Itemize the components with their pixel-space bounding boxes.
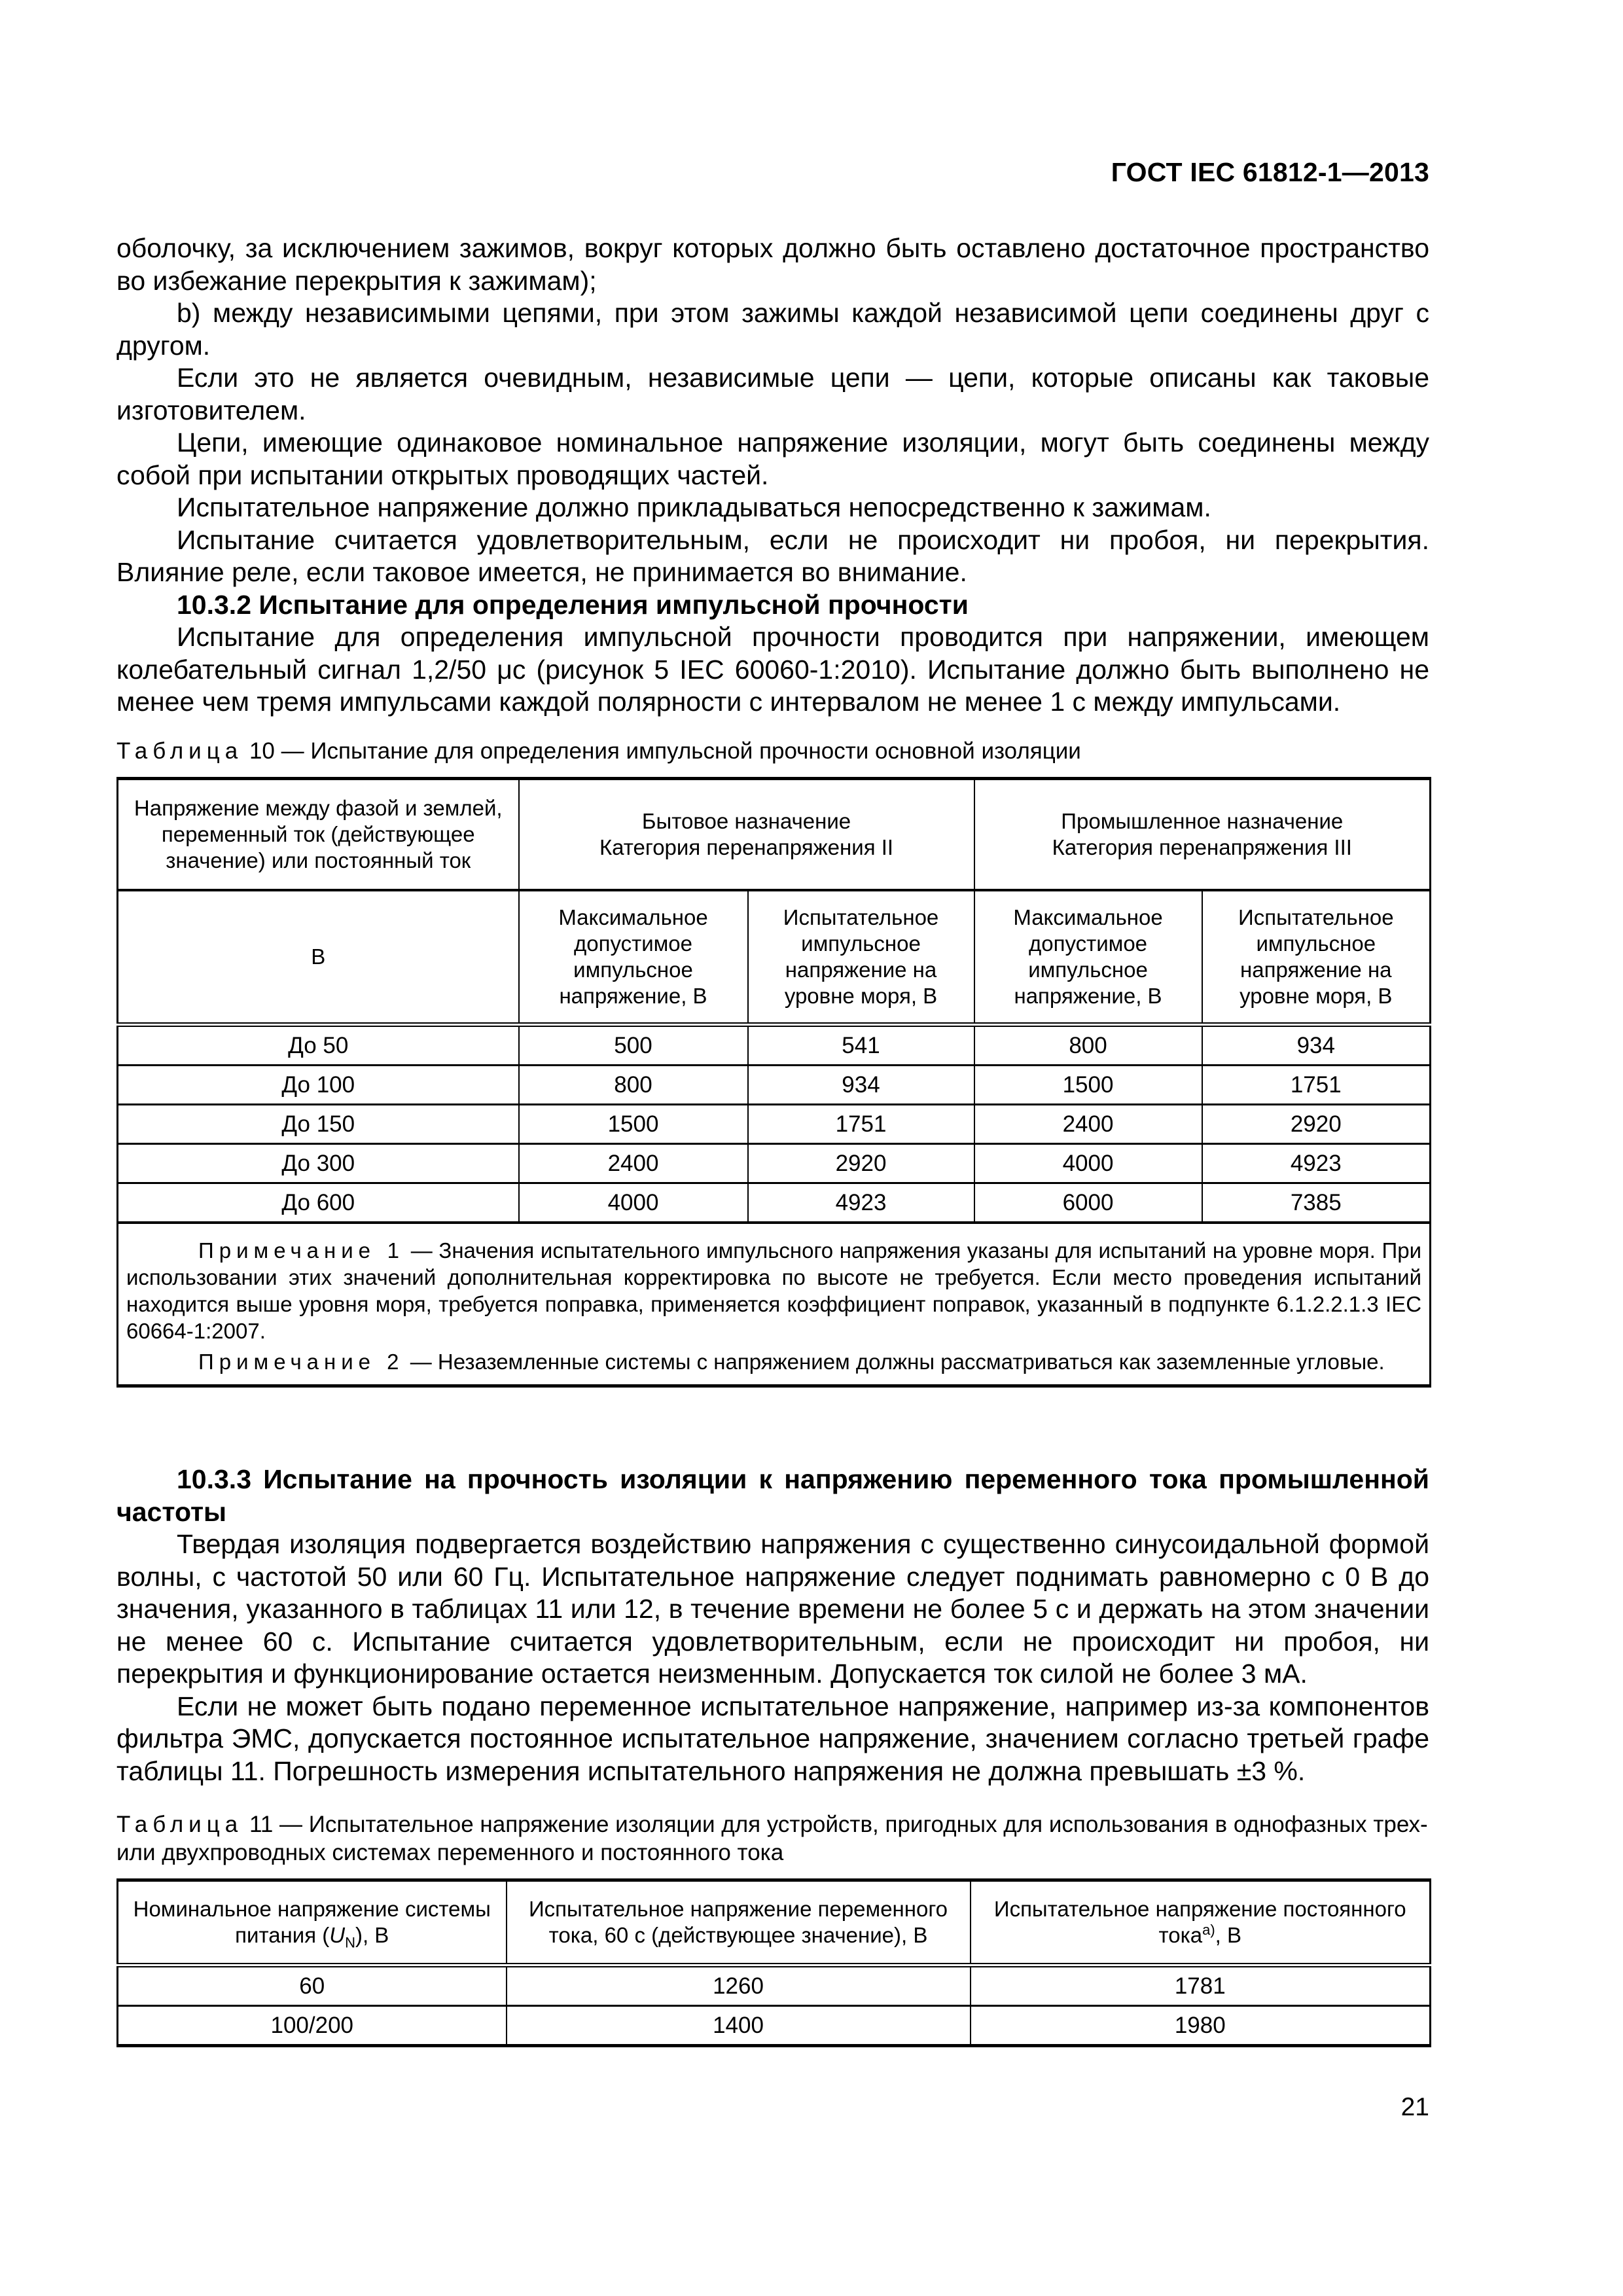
header-dc-test-voltage xyxy=(971,1880,1431,1965)
cell: 934 xyxy=(748,1066,974,1105)
table-row xyxy=(118,1066,1431,1105)
caption-text: 10 — Испытание для определения импульсной прочности основной изоляции xyxy=(243,738,1081,764)
caption-label: Таблица xyxy=(116,1812,243,1837)
header-nominal-voltage xyxy=(118,1880,507,1965)
symbol-u: U xyxy=(329,1923,346,1947)
header-group-industrial xyxy=(974,779,1431,891)
household-label: Бытовое назначение xyxy=(641,809,851,833)
cell-voltage: До 50 xyxy=(118,1025,519,1066)
cell: 100/200 xyxy=(118,2006,507,2046)
section-heading-10-3-3: 10.3.3 Испытание на прочность изоляции к напряжению переменного тока промышленной частоты xyxy=(116,1464,1429,1527)
cell: 1500 xyxy=(519,1105,748,1144)
cell: 4000 xyxy=(974,1144,1202,1183)
cell: 6000 xyxy=(974,1183,1202,1223)
intro-text xyxy=(116,232,1429,719)
table-row xyxy=(118,1183,1431,1223)
paragraph: Испытание для определения импульсной прочности проводится при напряжении, имеющем колебательный сигнал 1,2/50 μс (рисунок 5 IEC 60060-1:2010). Испытание должно быть выполнено не менее чем тремя импульсами каждой полярности с интервалом не менее 1 с между импульсами. xyxy=(116,622,1429,717)
industrial-category: Категория перенапряжения III xyxy=(1052,835,1352,859)
header-voltage-phase-earth: Напряжение между фазой и землей, переменный ток (действующее значение) или постоянный ток xyxy=(118,779,519,891)
header-text: ), В xyxy=(355,1923,389,1947)
paragraph: Если это не является очевидным, независимые цепи — цепи, которые описаны как таковые изготовителем. xyxy=(116,363,1429,425)
cell: 800 xyxy=(519,1066,748,1105)
table-row xyxy=(118,1144,1431,1183)
table-row xyxy=(118,1965,1431,2006)
cell: 4000 xyxy=(519,1183,748,1223)
paragraph: Если не может быть подано переменное испытательное напряжение, например из-за компонентов фильтра ЭМС, допускается постоянное испытательное напряжение, значением согласно третьей графе таблицы 11. Погрешность измерения испытательного напряжения не должна превышать ±3 %. xyxy=(116,1691,1429,1786)
cell: 1751 xyxy=(1202,1066,1431,1105)
paragraph: Испытательное напряжение должно прикладываться непосредственно к зажимам. xyxy=(177,492,1211,522)
footnote-ref: а) xyxy=(1202,1922,1215,1938)
industrial-label: Промышленное назначение xyxy=(1061,809,1344,833)
table-11-insulation-test-voltage xyxy=(116,1878,1431,2047)
header-household-max: Максимальное допустимое импульсное напряжение, В xyxy=(519,890,748,1025)
cell: 4923 xyxy=(748,1183,974,1223)
header-text: Номинальное напряжение системы питания ( xyxy=(133,1897,491,1947)
cell-voltage: До 600 xyxy=(118,1183,519,1223)
caption-label: Таблица xyxy=(116,738,243,764)
cell: 2400 xyxy=(519,1144,748,1183)
cell-voltage: До 100 xyxy=(118,1066,519,1105)
paragraph-item-b: b) между независимыми цепями, при этом зажимы каждой независимой цепи соединены друг с другом. xyxy=(116,298,1429,361)
paragraph: Цепи, имеющие одинаковое номинальное напряжение изоляции, могут быть соединены между собой при испытании открытых проводящих частей. xyxy=(116,427,1429,490)
header-industrial-max: Максимальное допустимое импульсное напряжение, В xyxy=(974,890,1202,1025)
header-group-household xyxy=(519,779,974,891)
note-2-text: — Незаземленные системы с напряжением должны рассматриваться как заземленные угловые. xyxy=(404,1350,1385,1374)
note-1-text: — Значения испытательного импульсного напряжения указаны для испытаний на уровне моря. При использовании этих значений дополнительная корректировка по высоте не требуется. Если место проведения испытаний находится выше уровня моря, требуется поправка, применяется коэффициент поправок, указанный в подпункте 6.1.2.2.1.3 IEC 60664-1:2007. xyxy=(126,1238,1422,1343)
header-ac-test-voltage: Испытательное напряжение переменного тока, 60 с (действующее значение), В xyxy=(507,1880,971,1965)
section-heading-10-3-2: 10.3.2 Испытание для определения импульсной прочности xyxy=(177,589,969,620)
cell: 1980 xyxy=(971,2006,1431,2046)
table-row xyxy=(118,2006,1431,2046)
note-2 xyxy=(126,1348,1421,1375)
cell: 541 xyxy=(748,1025,974,1066)
note-1 xyxy=(126,1237,1421,1344)
header-household-test: Испытательное импульсное напряжение на уровне моря, В xyxy=(748,890,974,1025)
paragraph: оболочку, за исключением зажимов, вокруг которых должно быть оставлено достаточное пространство во избежание перекрытия к зажимам); xyxy=(116,233,1429,296)
cell: 1751 xyxy=(748,1105,974,1144)
cell: 2920 xyxy=(748,1144,974,1183)
cell: 1260 xyxy=(507,1965,971,2006)
table-row xyxy=(118,1025,1431,1066)
cell: 60 xyxy=(118,1965,507,2006)
table11-caption xyxy=(116,1810,1429,1867)
header-text: , В xyxy=(1215,1923,1242,1947)
table-row xyxy=(118,1105,1431,1144)
table10-caption xyxy=(116,737,1429,765)
header-unit-v: В xyxy=(118,890,519,1025)
note-1-label: Примечание 1 xyxy=(198,1238,405,1263)
section-10-3-3 xyxy=(116,1463,1429,1787)
cell: 1781 xyxy=(971,1965,1431,2006)
cell: 500 xyxy=(519,1025,748,1066)
cell: 1500 xyxy=(974,1066,1202,1105)
header-industrial-test: Испытательное импульсное напряжение на уровне моря, В xyxy=(1202,890,1431,1025)
cell-voltage: До 150 xyxy=(118,1105,519,1144)
header-text: Испытательное напряжение постоянного тока xyxy=(993,1897,1406,1947)
cell-voltage: До 300 xyxy=(118,1144,519,1183)
cell: 934 xyxy=(1202,1025,1431,1066)
cell: 4923 xyxy=(1202,1144,1431,1183)
subscript-n: N xyxy=(345,1934,355,1951)
cell: 800 xyxy=(974,1025,1202,1066)
table10-notes xyxy=(118,1223,1431,1386)
cell: 2400 xyxy=(974,1105,1202,1144)
cell: 2920 xyxy=(1202,1105,1431,1144)
cell: 1400 xyxy=(507,2006,971,2046)
document-code-header: ГОСТ IEC 61812-1—2013 xyxy=(1111,157,1429,187)
table-10-impulse-withstand xyxy=(116,777,1431,1388)
paragraph: Испытание считается удовлетворительным, если не происходит ни пробоя, ни перекрытия. Влияние реле, если таковое имеется, не принимается во внимание. xyxy=(116,524,1429,587)
cell: 7385 xyxy=(1202,1183,1431,1223)
paragraph: Твердая изоляция подвергается воздействию напряжения с существенно синусоидальной формой волны, с частотой 50 или 60 Гц. Испытательное напряжение следует поднимать равномерно с 0 В до значения, указанного в таблицах 11 или 12, в течение времени не более 5 с и держать на этом значении не менее 60 с. Испытание считается удовлетворительным, если не происходит ни пробоя, ни перекрытия и функционирование остается неизменным. Допускается ток силой не более 3 мА. xyxy=(116,1529,1429,1689)
household-category: Категория перенапряжения II xyxy=(599,835,894,859)
note-2-label: Примечание 2 xyxy=(198,1350,404,1374)
page-number: 21 xyxy=(1400,2093,1429,2121)
caption-text: 11 — Испытательное напряжение изоляции для устройств, пригодных для использования в однофазных трех- или двухпроводных системах переменного и постоянного тока xyxy=(116,1812,1428,1865)
